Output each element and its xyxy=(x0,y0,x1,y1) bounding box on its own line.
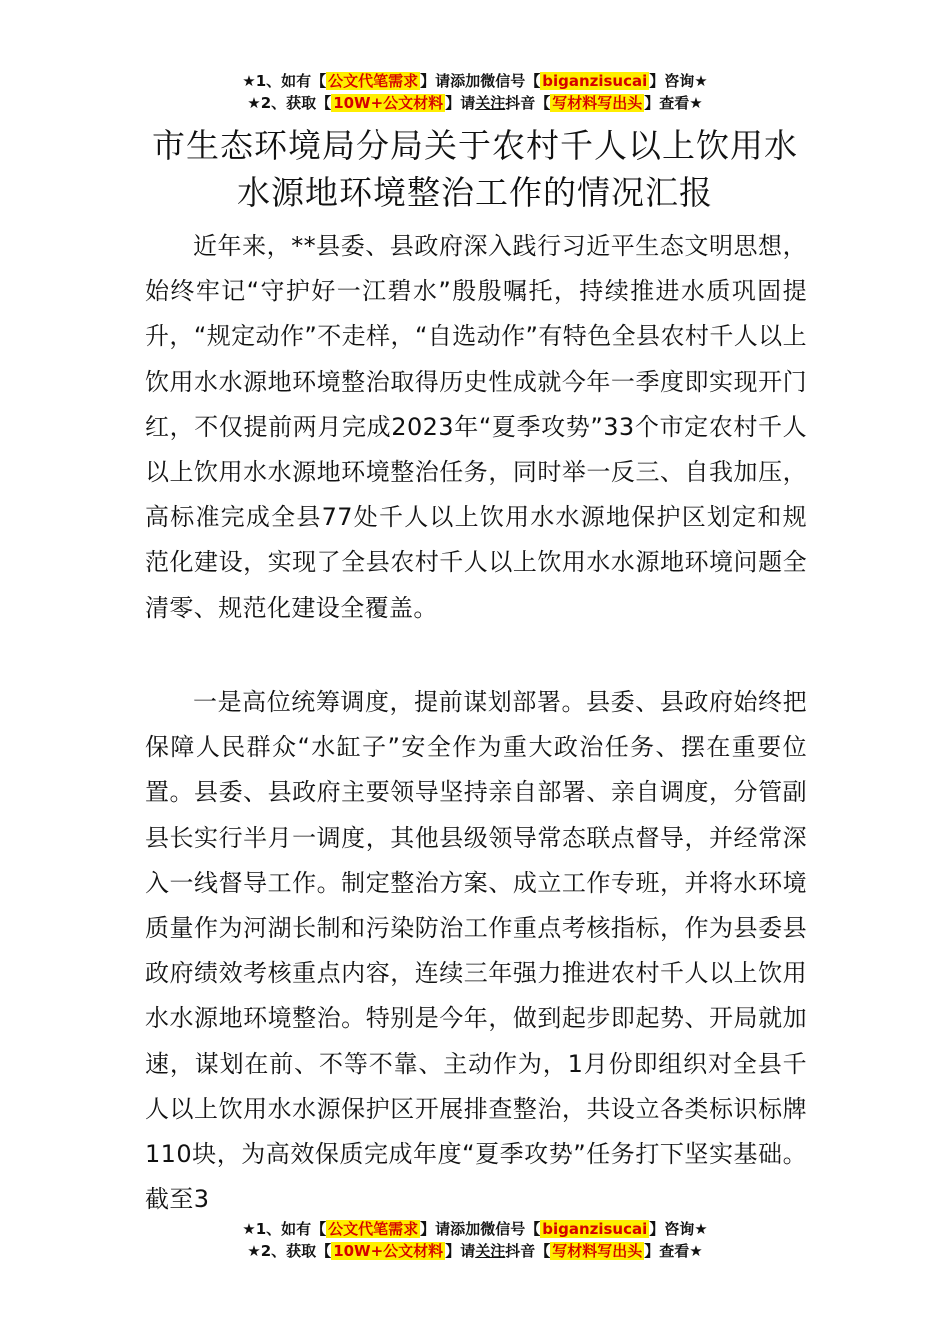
promo-highlight: 写材料写出头 xyxy=(552,1242,643,1260)
promo-line-1 xyxy=(0,1218,950,1240)
promo-text: 】请 xyxy=(445,1242,476,1260)
promo-highlight: 公文代笔需求 xyxy=(328,1220,419,1238)
promo-highlight: 10W+公文材料 xyxy=(333,1242,444,1260)
promo-text: 】咨询★ xyxy=(649,1220,708,1238)
promo-highlight: 写材料写出头 xyxy=(552,94,643,112)
promo-text: 关注 xyxy=(475,1242,506,1260)
body-section-2 xyxy=(145,680,807,1222)
promo-text: 抖音【 xyxy=(505,94,551,112)
promo-line-2 xyxy=(0,1240,950,1262)
promo-text: 加 xyxy=(465,1220,481,1238)
title-line-2: 水源地环境整治工作的情况汇报 xyxy=(237,173,713,212)
promo-text: 微信号【 xyxy=(480,72,541,90)
promo-text: 】查看★ xyxy=(644,1242,703,1260)
promo-text: 】请添 xyxy=(420,72,466,90)
title-line-1: 市生态环境局分局关于农村千人以上饮用水 xyxy=(152,126,798,165)
promo-line-2 xyxy=(0,92,950,114)
promo-text: 】查看★ xyxy=(644,94,703,112)
promo-text: ★1、如有【 xyxy=(242,1220,327,1238)
promo-highlight: biganzisucai xyxy=(542,72,648,90)
paragraph-first-measure: 一是高位统筹调度，提前谋划部署。县委、县政府始终把保障人民群众“水缸子”安全作为重大政治任务、摆在重要位置。县委、县政府主要领导坚持亲自部署、亲自调度，分管副县长实行半月一调度，其他县级领导常态联点督导，并经常深入一线督导工作。制定整治方案、成立工作专班，并将水环境质量作为河湖长制和污染防治工作重点考核指标，作为县委县政府绩效考核重点内容，连续三年强力推进农村千人以上饮用水水源地环境整治。特别是今年，做到起步即起势、开局就加速，谋划在前、不等不靠、主动作为，1月份即组织对全县千人以上饮用水水源保护区开展排查整治，共设立各类标识标牌110块，为高效保质完成年度“夏季攻势”任务打下坚实基础。截至3 xyxy=(145,688,807,1214)
promo-banner-bottom xyxy=(0,1218,950,1262)
promo-text: 】请添 xyxy=(420,1220,466,1238)
paragraph-intro: 近年来，**县委、县政府深入践行习近平生态文明思想，始终牢记“守护好一江碧水”殷殷嘱托，持续推进水质巩固提升，“规定动作”不走样，“自选动作”有特色全县农村千人以上饮用水水源地环境整治取得历史性成就今年一季度即实现开门红，不仅提前两月完成2023年“夏季攻势”33个市定农村千人以上饮用水水源地环境整治任务，同时举一反三、自我加压，高标准完成全县77处千人以上饮用水水源地保护区划定和规范化建设，实现了全县农村千人以上饮用水水源地环境问题全清零、规范化建设全覆盖。 xyxy=(145,232,807,622)
promo-text: 】请 xyxy=(445,94,476,112)
promo-text: 关注 xyxy=(475,94,506,112)
promo-text: 抖音【 xyxy=(505,1242,551,1260)
promo-highlight: 10W+公文材料 xyxy=(333,94,444,112)
promo-text: 微信号【 xyxy=(480,1220,541,1238)
body-section-1 xyxy=(145,224,807,631)
promo-line-1 xyxy=(0,70,950,92)
document-title xyxy=(0,122,950,216)
promo-text: 加 xyxy=(465,72,481,90)
promo-banner-top xyxy=(0,70,950,114)
promo-text: 】咨询★ xyxy=(649,72,708,90)
promo-text: ★2、获取【 xyxy=(247,94,332,112)
promo-text: ★2、获取【 xyxy=(247,1242,332,1260)
promo-text: ★1、如有【 xyxy=(242,72,327,90)
promo-highlight: 公文代笔需求 xyxy=(328,72,419,90)
promo-highlight: biganzisucai xyxy=(542,1220,648,1238)
